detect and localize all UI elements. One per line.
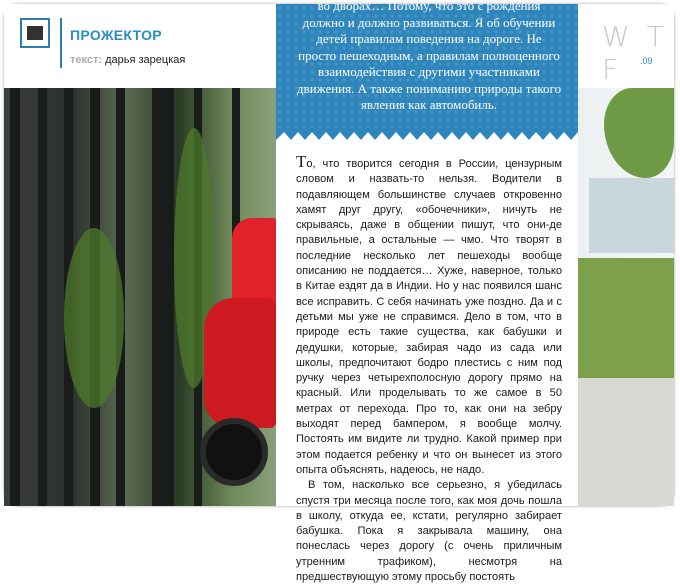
drop-cap: Т: [296, 152, 307, 171]
zigzag-edge: [276, 128, 578, 142]
page-number: .09: [640, 56, 653, 66]
paragraph-text: о, что творится сегодня в России, цензурным словом и назвать-то нельзя. Водители в подавляющем большинстве случаев откровенно хамят друг другу, «обочечники», ничуть не скрываясь, даже в общении пишут, что они-де правильные, а остальные — чмо. Что творят в последние несколько лет пешеходы вообще описанию не поддается… Хуже, наверное, только в Китае ездят да в Индии. Но у нас появился шанс все исправить. С себя начинать уже поздно. Да и с детьми мы уже не справимся. Дело в том, что в природе есть такие существа, как бабушки и дедушки, которые, забирая чадо из сада или школы, предпочитают бодро плестись с ним под ручку через четырехполосную дорогу прямо на красный. Или проделывать то же самое в 50 метрах от перехода. Про то, как они на зебру выходят перед бампером, я вообще молчу. Постоять им видите ли трудно. Какой пример при этом подается ребенку и что он вынесет из этого опыта объяснять, надеюсь, не надо.: [296, 158, 562, 476]
byline: [70, 54, 185, 66]
header-divider: [60, 18, 62, 68]
fence-post: [152, 88, 174, 506]
pull-quote-text: во дворах… Потому, что это с рождения должно и должно развиваться. Я об обучении детей правилам поведения на дороге. Не просто пешеходным, а правилам полноценного взаимодействия с другими участниками движения. А также пониманию природы такого явления как автомобиль.: [296, 0, 562, 112]
house: [589, 178, 674, 253]
rubric-title: ПРОЖЕКТОР: [70, 27, 162, 43]
toy-car-body: [204, 298, 276, 428]
magazine-page: [4, 0, 674, 584]
fence-bar: [10, 88, 20, 506]
foliage: [64, 228, 124, 408]
sidewalk: [576, 378, 674, 506]
pull-quote: [276, 0, 578, 132]
paragraph: В том, насколько все серьезно, я убедилась спустя три месяца после того, как моя дочь пошла в школу, откуда ее, кстати, регулярно забирает бабушка. Пока я закрывала машину, она понеслась через дорогу (с очень приличным утренним трафиком), несмотря на предшествующую этому просьбу постоять: [296, 479, 562, 584]
toy-car-wheel: [200, 418, 268, 486]
byline-label: текст:: [70, 54, 103, 66]
tree: [604, 88, 674, 178]
paragraph: [296, 154, 562, 478]
fence-bar: [38, 88, 47, 506]
article-column: [276, 0, 578, 584]
author-name: дарья зарецкая: [105, 54, 186, 66]
article-body: [296, 154, 562, 585]
section-title: W T F: [602, 20, 668, 86]
lawn: [576, 258, 674, 398]
rubric-logo-icon: [20, 18, 50, 48]
